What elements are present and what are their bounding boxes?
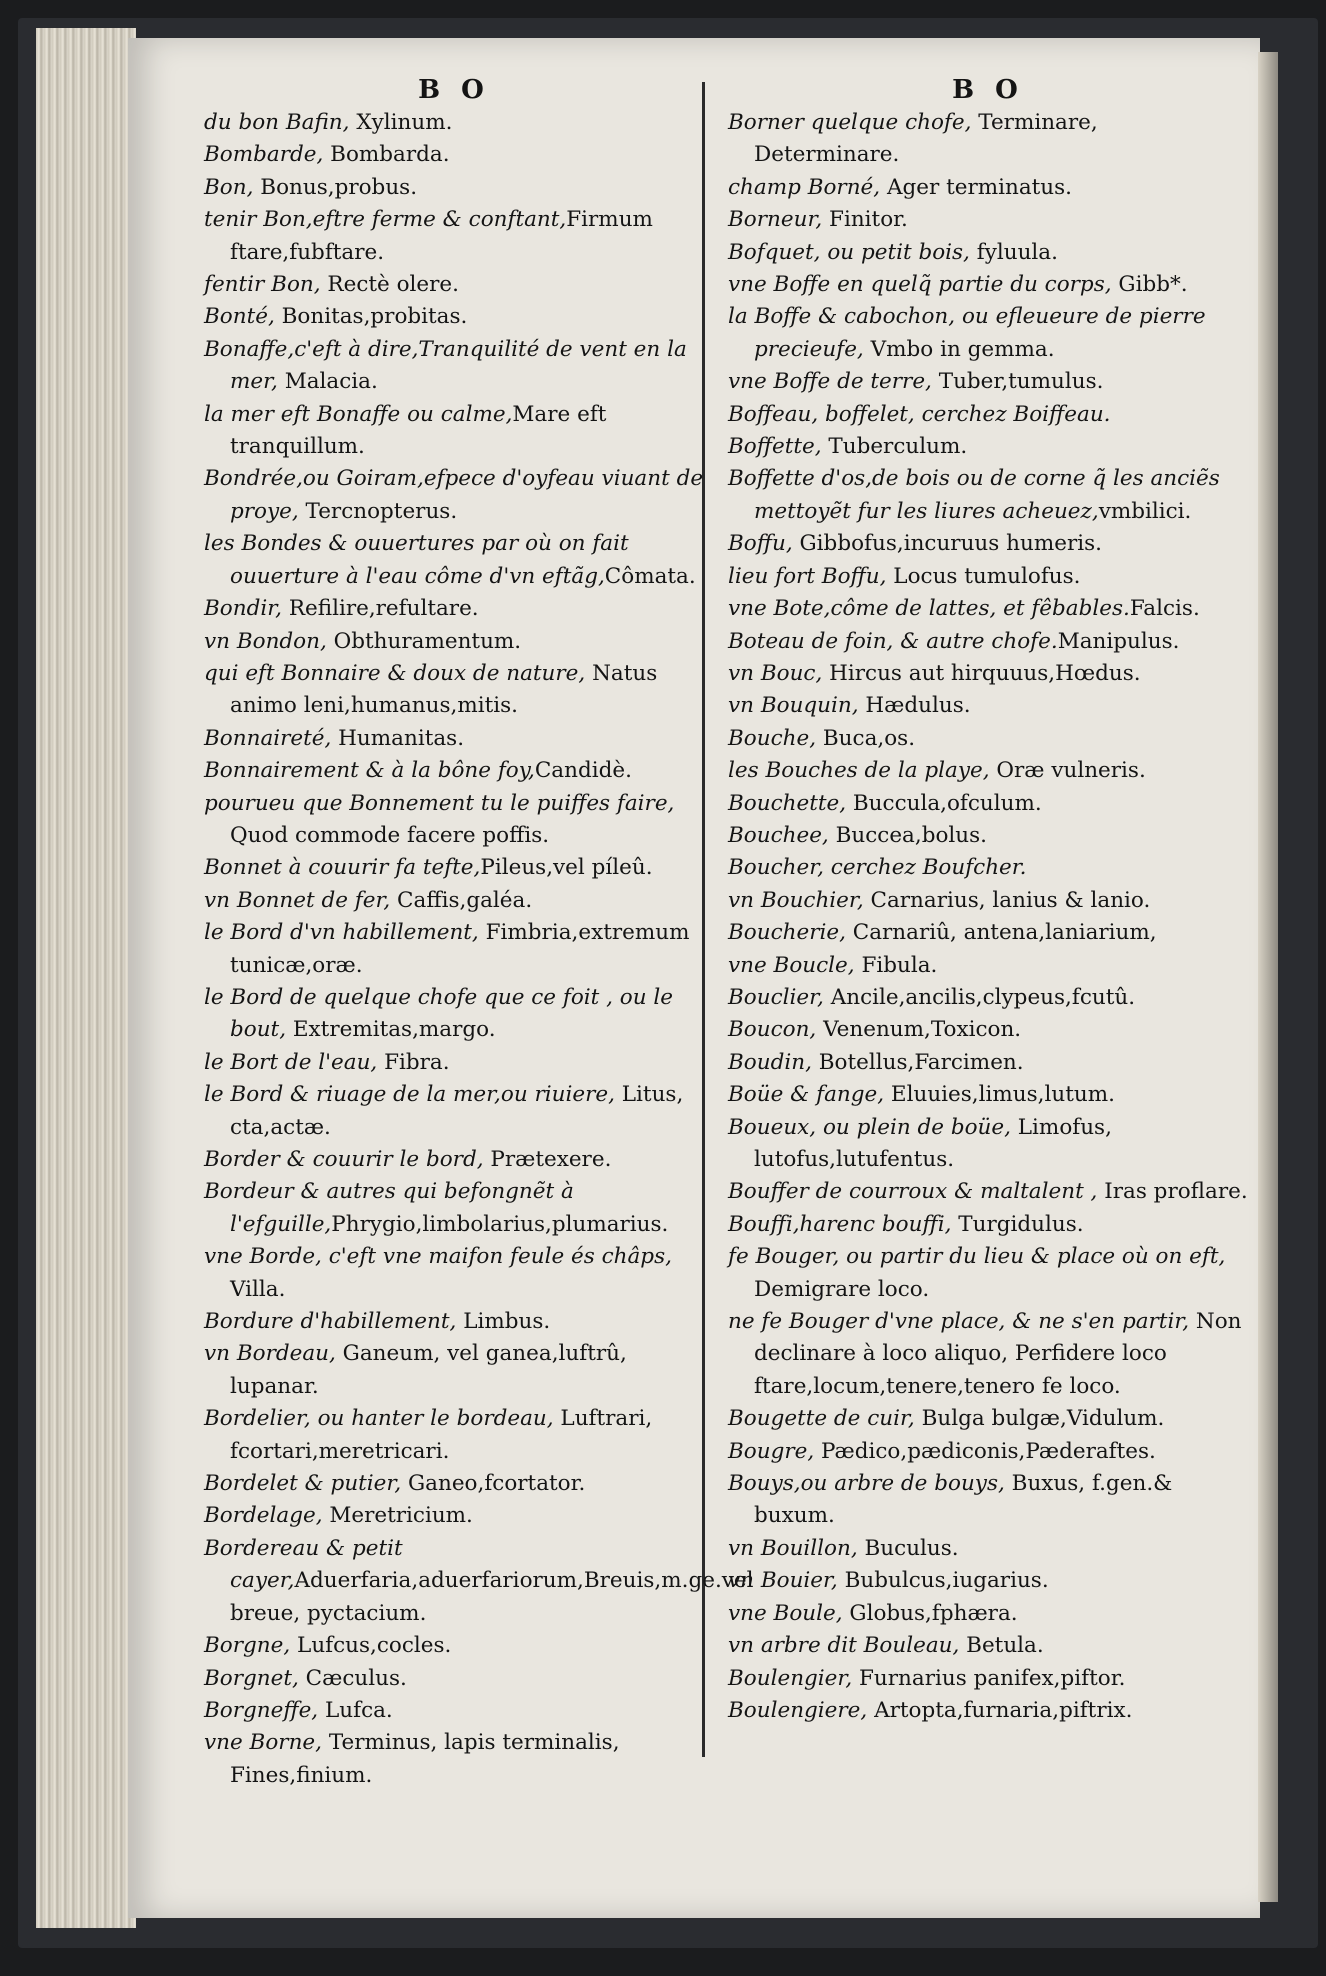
entry-definition: Caffis,galéa.: [390, 887, 533, 913]
dictionary-entry: [204, 399, 704, 464]
entry-headword: champ Borné,: [728, 174, 881, 200]
entry-headword: vne Borde, c'eft vne maifon feule és châps,: [204, 1244, 672, 1270]
entry-headword: Boucher, cerchez Boufcher.: [728, 855, 1027, 881]
entry-headword: fentir Bon,: [204, 272, 321, 298]
running-head-right: B O: [952, 75, 1024, 105]
entry-definition: Refilire,refultare.: [281, 596, 479, 622]
right-entry-list: [728, 107, 1248, 1727]
entry-definition: Finitor.: [822, 207, 908, 233]
entry-definition: Eluuies,limus,lutum.: [884, 1082, 1115, 1108]
entry-headword: Bouffi,harenc bouffi,: [728, 1211, 952, 1237]
entry-definition: Buccea,bolus.: [828, 822, 988, 848]
entry-definition: Carnarius, lanius & lanio.: [863, 887, 1151, 913]
entry-headword: tenir Bon,eftre ferme & conftant,: [204, 207, 567, 233]
dictionary-entry: [204, 1468, 704, 1500]
entry-definition: Bombarda.: [323, 142, 450, 168]
dictionary-entry: [728, 172, 1248, 204]
entry-headword: vn Bouillon,: [728, 1535, 858, 1561]
entry-headword: fe Bouger, ou partir du lieu & place où on eft,: [728, 1244, 1226, 1270]
entry-headword: Borner quelque chofe,: [728, 110, 972, 135]
dictionary-entry: [728, 1468, 1248, 1533]
entry-definition: Natus animo leni,humanus,mitis.: [230, 660, 658, 719]
entry-definition: vmbilici.: [1098, 498, 1192, 524]
dictionary-entry: [204, 269, 704, 301]
dictionary-entry: [728, 690, 1248, 722]
left-entry-list: [204, 107, 754, 1792]
dictionary-entry: [728, 852, 1248, 884]
entry-headword: vne Boffe de terre,: [728, 369, 932, 395]
dictionary-entry: [728, 1176, 1248, 1208]
entry-definition: Villa.: [230, 1276, 286, 1302]
entry-headword: Bonté,: [204, 304, 275, 330]
entry-definition: Bonitas,probitas.: [274, 304, 468, 330]
entry-definition: Limofus, lutofus,lutufentus.: [754, 1114, 1112, 1172]
entry-headword: ne fe Bouger d'vne place, & ne s'en partir,: [728, 1309, 1190, 1335]
dictionary-entry: [204, 528, 704, 593]
dictionary-entry: [204, 1144, 704, 1176]
entry-definition: Phrygio,limbolarius,plumarius.: [331, 1211, 669, 1237]
entry-headword: Borgne,: [204, 1633, 291, 1659]
dictionary-entry: [728, 1403, 1248, 1435]
entry-headword: pourueu que Bonnement tu le puiffes faire,: [204, 790, 675, 816]
entry-definition: Falcis.: [1129, 596, 1200, 622]
entry-definition: Pileus,vel píleû.: [480, 855, 653, 881]
entry-definition: Fibula.: [854, 952, 938, 978]
dictionary-entry: [728, 755, 1248, 787]
entry-definition: Buccula,ofculum.: [846, 790, 1042, 816]
dictionary-entry: [728, 982, 1248, 1014]
dictionary-entry: [728, 658, 1248, 690]
dictionary-entry: [728, 1241, 1248, 1306]
entry-headword: vne Boule,: [728, 1600, 843, 1626]
fore-edge: [1258, 52, 1278, 1902]
entry-headword: Boffu,: [728, 531, 793, 557]
entry-headword: vne Boffe en quelq̃ partie du corps,: [728, 272, 1112, 298]
entry-headword: vn Bouier,: [728, 1568, 838, 1594]
entry-definition: Candidè.: [534, 758, 632, 784]
entry-headword: Bordereau & petit cayer,: [204, 1535, 403, 1594]
entry-definition: Tercnopterus.: [298, 498, 458, 524]
dictionary-entry: [204, 139, 704, 171]
dictionary-entry: [728, 885, 1248, 917]
entry-definition: Ager terminatus.: [880, 174, 1073, 200]
dictionary-entry: [204, 1630, 704, 1662]
entry-definition: Lufcus,cocles.: [290, 1633, 452, 1659]
entry-headword: Bonaffe,c'eft à dire,Tranquilité de vent en la mer,: [204, 336, 687, 395]
dictionary-entry: [204, 917, 704, 982]
entry-headword: vne Bote,côme de lattes, et fêbables.: [728, 596, 1130, 622]
entry-definition: Manipulus.: [1057, 628, 1180, 654]
entry-headword: Boffette,: [728, 434, 822, 460]
entry-definition: Non declinare à loco aliquo, Perfidere loco ftare,locum,tenere,tenero fe loco.: [754, 1309, 1242, 1399]
entry-headword: Border & couurir le bord,: [204, 1147, 484, 1172]
entry-headword: Bordure d'habillement,: [204, 1309, 457, 1335]
entry-definition: Fimbria,extremum tunicæ,oræ.: [230, 920, 690, 978]
entry-headword: Borgneffe,: [204, 1697, 319, 1723]
dictionary-entry: [204, 1727, 704, 1792]
entry-headword: Bordelet & putier,: [204, 1471, 402, 1497]
entry-headword: Boucon,: [728, 1017, 817, 1043]
entry-headword: vne Boucle,: [728, 952, 855, 978]
entry-definition: Humanitas.: [331, 725, 465, 751]
entry-definition: Furnarius panifex,piftor.: [852, 1665, 1126, 1691]
entry-headword: Boüe & fange,: [728, 1082, 885, 1108]
entry-headword: Boulengier,: [728, 1665, 853, 1691]
right-column: [728, 75, 1248, 1727]
entry-headword: la mer eft Bonaffe ou calme,: [204, 401, 513, 427]
entry-definition: Carnariû, antena,laniarium,: [845, 920, 1157, 946]
dictionary-entry: [204, 885, 704, 917]
entry-headword: du bon Bafin,: [204, 110, 350, 135]
entry-definition: Meretricium.: [322, 1503, 473, 1529]
dictionary-entry: [728, 1663, 1248, 1695]
entry-headword: Bofquet, ou petit bois,: [728, 239, 970, 265]
entry-definition: Tuber,tumulus.: [931, 369, 1104, 395]
dictionary-entry: [204, 852, 704, 884]
entry-headword: vn Bouc,: [728, 660, 823, 686]
entry-headword: Boudin,: [728, 1049, 812, 1075]
entry-headword: Bougette de cuir,: [728, 1406, 915, 1432]
entry-definition: Bonus,probus.: [253, 174, 418, 200]
dictionary-entry: [204, 1663, 704, 1695]
dictionary-entry: [728, 723, 1248, 755]
dictionary-entry: [204, 334, 704, 399]
entry-definition: Demigrare loco.: [754, 1276, 930, 1302]
entry-headword: Bouys,ou arbre de bouys,: [728, 1471, 1005, 1497]
dictionary-entry: [204, 723, 704, 755]
entry-headword: Bouchee,: [728, 822, 829, 848]
entry-definition: Quod commode facere poffis.: [230, 822, 550, 848]
dictionary-entry: [204, 1695, 704, 1727]
entry-headword: Bonnaireté,: [204, 725, 332, 751]
dictionary-entry: [728, 366, 1248, 398]
entry-definition: Ganeum, vel ganea,luftrû, lupanar.: [230, 1341, 627, 1399]
entry-headword: vn Bouchier,: [728, 887, 864, 913]
entry-definition: Pædico,pædiconis,Pæderaftes.: [814, 1438, 1156, 1464]
dictionary-entry: [204, 1338, 704, 1403]
entry-headword: vn Bordeau,: [204, 1341, 336, 1367]
entry-headword: Bonnairement & à la bône foy,: [204, 758, 535, 784]
dictionary-entry: [728, 269, 1248, 301]
entry-definition: Oræ vulneris.: [989, 758, 1146, 784]
dictionary-entry: [728, 917, 1248, 949]
entry-headword: Bondrée,ou Goiram,efpece d'oyfeau viuant de proye,: [204, 466, 704, 524]
entry-definition: Hircus aut hirquuus,Hœdus.: [822, 660, 1141, 686]
entry-definition: Lufca.: [318, 1697, 393, 1723]
dictionary-entry: [204, 1403, 704, 1468]
dictionary-entry: [728, 1306, 1248, 1403]
entry-definition: Mare eft tranquillum.: [230, 401, 607, 460]
entry-headword: Bordeur & autres qui befongnẽt à l'efguille,: [204, 1179, 574, 1237]
entry-definition: Limbus.: [456, 1309, 551, 1335]
entry-definition: Aduerfaria,aduerfariorum,Breuis,m.ge.vel breue, pyctacium.: [230, 1568, 754, 1626]
entry-headword: Boucherie,: [728, 920, 846, 946]
entry-definition: Venenum,Toxicon.: [816, 1017, 1022, 1043]
dictionary-entry: [204, 301, 704, 333]
entry-definition: Cæculus.: [298, 1665, 407, 1691]
dictionary-entry: [728, 950, 1248, 982]
entry-definition: Gibbofus,incuruus humeris.: [792, 531, 1102, 557]
dictionary-entry: [728, 1533, 1248, 1565]
entry-headword: la Boffe & cabochon, ou efleueure de pierre precieufe,: [728, 304, 1206, 362]
dictionary-entry: [204, 463, 704, 528]
dictionary-entry: [728, 301, 1248, 366]
dictionary-entry: [728, 1436, 1248, 1468]
dictionary-entry: [728, 1014, 1248, 1046]
entry-headword: vn Bouquin,: [728, 693, 859, 719]
entry-definition: Buxus, f.gen.& buxum.: [754, 1471, 1173, 1529]
dictionary-entry: [204, 1047, 704, 1079]
dictionary-entry: [728, 1209, 1248, 1241]
entry-definition: Rectè olere.: [320, 272, 459, 298]
entry-definition: Terminare, Determinare.: [754, 110, 1098, 168]
entry-headword: lieu fort Boffu,: [728, 563, 887, 589]
entry-headword: vne Borne,: [204, 1730, 322, 1756]
dictionary-entry: [204, 204, 704, 269]
dictionary-entry: [728, 431, 1248, 463]
dictionary-entry: [204, 1500, 704, 1532]
dictionary-entry: [204, 1241, 704, 1306]
entry-definition: Firmum ftare,fubftare.: [230, 207, 653, 265]
entry-headword: Boteau de foin, & autre chofe.: [728, 628, 1058, 654]
dictionary-entry: [728, 237, 1248, 269]
dictionary-entry: [204, 626, 704, 658]
dictionary-entry: [728, 528, 1248, 560]
dictionary-entry: [728, 593, 1248, 625]
entry-definition: Buculus.: [857, 1535, 959, 1561]
entry-definition: Buca,os.: [816, 725, 916, 751]
dictionary-entry: [728, 1047, 1248, 1079]
entry-definition: Artopta,furnaria,piftrix.: [867, 1697, 1133, 1723]
entry-headword: qui eft Bonnaire & doux de nature,: [204, 660, 586, 686]
entry-definition: Betula.: [959, 1633, 1044, 1659]
dictionary-entry: [728, 1598, 1248, 1630]
entry-headword: vn arbre dit Bouleau,: [728, 1633, 960, 1659]
entry-definition: Iras proflare.: [1097, 1179, 1248, 1205]
entry-headword: Bordelier, ou hanter le bordeau,: [204, 1406, 554, 1432]
dictionary-entry: [728, 204, 1248, 236]
entry-definition: Fibra.: [377, 1049, 450, 1075]
entry-definition: Cômata.: [604, 563, 696, 589]
entry-definition: Xylinum.: [349, 110, 453, 135]
entry-definition: Obthuramentum.: [326, 628, 522, 654]
dictionary-entry: [204, 1079, 704, 1144]
entry-definition: Extremitas,margo.: [286, 1017, 496, 1043]
entry-headword: Boueux, ou plein de boüe,: [728, 1114, 1011, 1140]
entry-definition: Hædulus.: [858, 693, 971, 719]
dictionary-entry: [728, 820, 1248, 852]
dictionary-entry: [728, 399, 1248, 431]
entry-headword: les Bondes & ouuertures par où on fait ouuerture à l'eau côme d'vn eftãg,: [204, 531, 629, 589]
page-edges: [36, 28, 136, 1928]
entry-headword: Boffette d'os,de bois ou de corne q̃ les anciẽs mettoyẽt fur les liures acheuez,: [728, 466, 1220, 524]
dictionary-entry: [204, 1533, 754, 1630]
entry-definition: Globus,fphæra.: [842, 1600, 1018, 1626]
entry-headword: Bonnet à couurir fa tefte,: [204, 855, 481, 881]
entry-definition: Bubulcus,iugarius.: [837, 1568, 1049, 1594]
left-column: [204, 75, 754, 1792]
entry-headword: Bouclier,: [728, 984, 824, 1010]
entry-definition: Bulga bulgæ,Vidulum.: [914, 1406, 1165, 1432]
dictionary-entry: [204, 107, 704, 139]
dictionary-entry: [728, 788, 1248, 820]
dictionary-entry: [728, 1112, 1248, 1177]
entry-headword: le Bort de l'eau,: [204, 1049, 378, 1075]
dictionary-entry: [204, 593, 704, 625]
entry-definition: Botellus,Farcimen.: [811, 1049, 1024, 1075]
entry-headword: Bon,: [204, 174, 254, 200]
dictionary-entry: [204, 982, 704, 1047]
dictionary-entry: [204, 1306, 704, 1338]
entry-headword: Bougre,: [728, 1438, 815, 1464]
entry-headword: Bombarde,: [204, 142, 324, 168]
dictionary-entry: [728, 1630, 1248, 1662]
entry-headword: Boffeau, boffelet, cerchez Boiffeau.: [728, 401, 1111, 427]
entry-definition: fyluula.: [969, 239, 1058, 265]
entry-headword: le Bord de quelque chofe que ce foit , ou le bout,: [204, 984, 674, 1043]
dictionary-entry: [204, 755, 704, 787]
entry-definition: Ganeo,fcortator.: [401, 1471, 586, 1497]
entry-headword: le Bord d'vn habillement,: [204, 920, 479, 946]
entry-definition: Locus tumulofus.: [886, 563, 1081, 589]
entry-headword: Bouchette,: [728, 790, 847, 816]
entry-headword: Borneur,: [728, 207, 823, 233]
dictionary-entry: [728, 1079, 1248, 1111]
entry-headword: Bouffer de courroux & maltalent ,: [728, 1179, 1098, 1205]
entry-definition: Prætexere.: [483, 1147, 612, 1172]
entry-definition: Vmbo in gemma.: [863, 336, 1055, 362]
dictionary-entry: [728, 107, 1248, 172]
dictionary-entry: [204, 1176, 704, 1241]
entry-headword: le Bord & riuage de la mer,ou riuiere,: [204, 1082, 615, 1108]
running-head-left: B O: [418, 75, 490, 105]
entry-definition: Litus, cta,actæ.: [230, 1082, 684, 1140]
entry-headword: les Bouches de la playe,: [728, 758, 990, 784]
entry-definition: Terminus, lapis terminalis, Fines,finium.: [230, 1730, 620, 1788]
dictionary-entry: [728, 626, 1248, 658]
entry-headword: Bordelage,: [204, 1503, 323, 1529]
entry-headword: vn Bonnet de fer,: [204, 887, 391, 913]
dictionary-entry: [204, 788, 704, 853]
dictionary-entry: [728, 463, 1248, 528]
dictionary-entry: [204, 658, 704, 723]
dictionary-entry: [728, 1565, 1248, 1597]
entry-headword: Bondir,: [204, 596, 282, 622]
dictionary-entry: [728, 1695, 1248, 1727]
entry-definition: Turgidulus.: [951, 1211, 1084, 1237]
entry-headword: Boulengiere,: [728, 1697, 868, 1723]
entry-headword: Bouche,: [728, 725, 817, 751]
entry-headword: Borgnet,: [204, 1665, 299, 1691]
entry-definition: Tuberculum.: [821, 434, 968, 460]
entry-definition: Malacia.: [277, 369, 378, 395]
entry-definition: Luftrari, fcortari,meretricari.: [230, 1406, 653, 1464]
entry-headword: vn Bondon,: [204, 628, 327, 654]
dictionary-entry: [728, 561, 1248, 593]
entry-definition: Gibb*.: [1111, 272, 1188, 298]
entry-definition: Ancile,ancilis,clypeus,fcutû.: [823, 984, 1136, 1010]
dictionary-entry: [204, 172, 704, 204]
